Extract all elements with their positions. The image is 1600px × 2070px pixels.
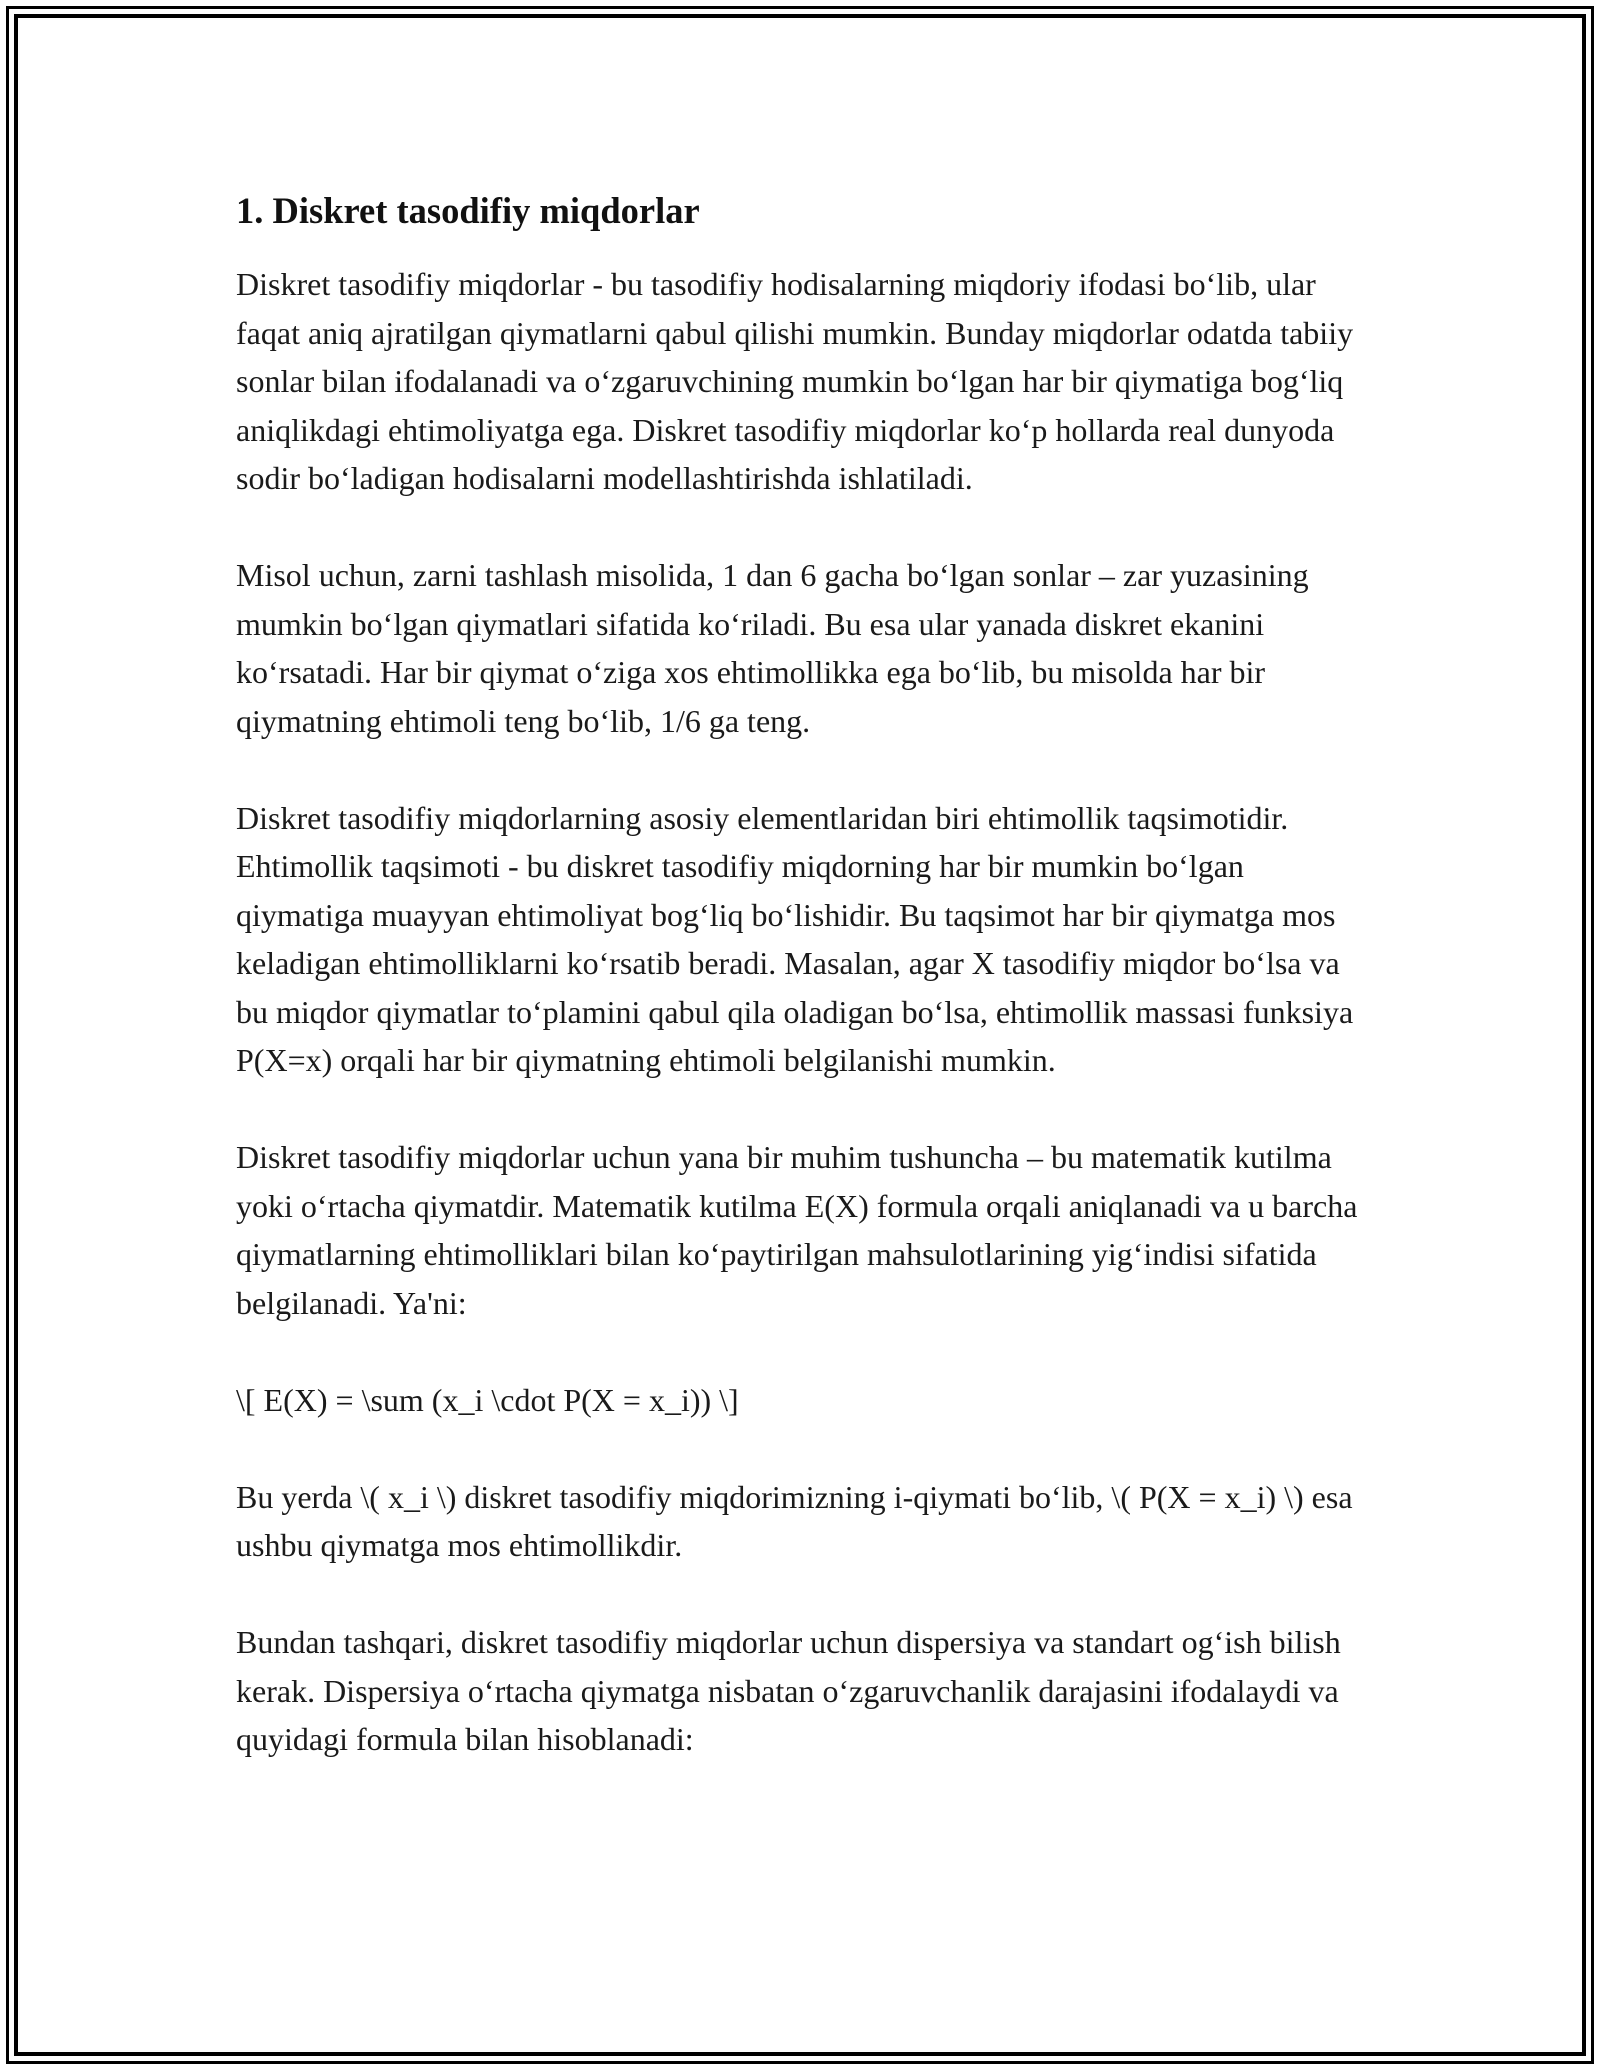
document-body [236, 182, 1376, 1812]
section-heading: 1. Diskret tasodifiy miqdorlar [236, 190, 700, 231]
paragraph-formula-explanation: Bu yerda \( x_i \) diskret tasodifiy miqdorimizning i-qiymati bo‘lib, \( P(X = x_i) \) esa ushbu qiymatga mos ehtimollikdir. [236, 1478, 1353, 1563]
paragraph-variance: Bundan tashqari, diskret tasodifiy miqdorlar uchun dispersiya va standart og‘ish bilish kerak. Dispersiya o‘rtacha qiymatga nisbatan o‘zgaruvchanlik darajasini ifodalaydi va quyidagi formula bilan hisoblanadi: [236, 1624, 1341, 1757]
paragraph-definition: Diskret tasodifiy miqdorlar - bu tasodifiy hodisalarning miqdoriy ifodasi bo‘lib, ular faqat aniq ajratilgan qiymatlarni qabul qilishi mumkin. Bunday miqdorlar odatda tabiiy sonlar bilan ifodalanadi va o‘zgaruvchining mumkin bo‘lgan har bir qiymatiga bog‘liq aniqlikdagi ehtimoliyatga ega. Diskret tasodifiy miqdorlar ko‘p hollarda real dunyoda sodir bo‘ladigan hodisalarni modellashtirishda ishlatiladi. [236, 266, 1354, 496]
paragraph-probability-distribution: Diskret tasodifiy miqdorlarning asosiy elementlaridan biri ehtimollik taqsimotidir. Ehtimollik taqsimoti - bu diskret tasodifiy miqdorning har bir mumkin bo‘lgan qiymatiga muayyan ehtimoliyat bog‘liq bo‘lishidir. Bu taqsimot har bir qiymatga mos keladigan ehtimolliklarni ko‘rsatib beradi. Masalan, agar X tasodifiy miqdor bo‘lsa va bu miqdor qiymatlar to‘plamini qabul qila oladigan bo‘lsa, ehtimollik massasi funksiya P(X=x) orqali har bir qiymatning ehtimoli belgilanishi mumkin. [236, 799, 1354, 1078]
paragraph-dice-example: Misol uchun, zarni tashlash misolida, 1 dan 6 gacha bo‘lgan sonlar – zar yuzasining mumkin bo‘lgan qiymatlari sifatida ko‘riladi. Bu esa ular yanada diskret ekanini ko‘rsatadi. Har bir qiymat o‘ziga xos ehtimollikka ega bo‘lib, bu misolda har bir qiymatning ehtimoli teng bo‘lib, 1/6 ga teng. [236, 557, 1309, 739]
paragraph-expected-value: Diskret tasodifiy miqdorlar uchun yana bir muhim tushuncha – bu matematik kutilma yoki o‘rtacha qiymatdir. Matematik kutilma E(X) formula orqali aniqlanadi va u barcha qiymatlarning ehtimolliklari bilan ko‘paytirilgan mahsulotlarining yig‘indisi sifatida belgilanadi. Ya'ni: [236, 1139, 1358, 1321]
formula-expected-value: \[ E(X) = \sum (x_i \cdot P(X = x_i)) \] [236, 1381, 739, 1418]
